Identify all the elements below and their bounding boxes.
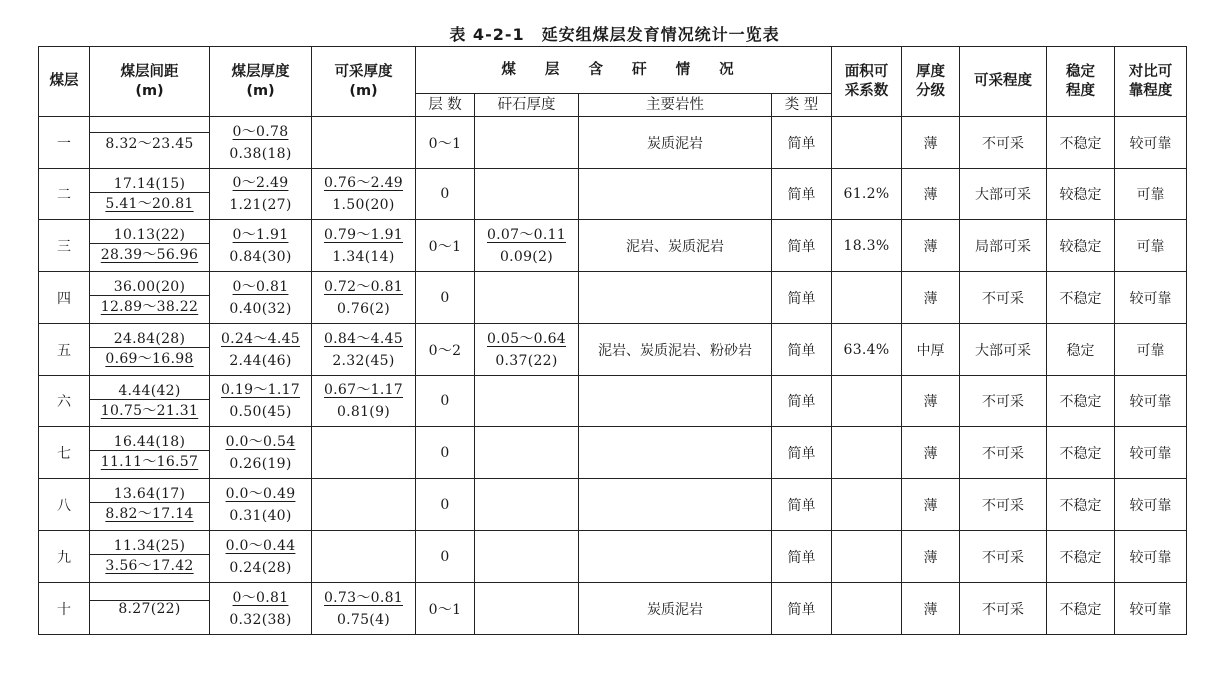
table-row: [39, 583, 1187, 635]
parting-thickness-cell: [475, 531, 579, 583]
mineable-thickness-average: 1.50(20): [332, 197, 395, 213]
spacing-average: 24.84(28): [90, 331, 209, 348]
mineable-thickness-range: 0.73～0.81: [323, 589, 404, 606]
thickness-cell: [210, 479, 312, 531]
parting-layers: 0～2: [416, 324, 475, 376]
thickness-cell: [210, 376, 312, 427]
mineable-cell: [312, 531, 416, 583]
parting-thickness: [475, 328, 578, 372]
reliability: 较可靠: [1115, 376, 1187, 427]
spacing-range: 5.41～20.81: [105, 195, 194, 212]
area-coefficient: 63.4%: [832, 324, 902, 376]
mineable-thickness-average: 0.75(4): [336, 611, 391, 628]
mineable-thickness-average: 0.81(9): [336, 404, 391, 420]
reliability: 较可靠: [1115, 531, 1187, 583]
mineable-cell: [312, 272, 416, 324]
spacing-average: 11.34(25): [90, 538, 209, 555]
header-reliability: 对比可 靠程度: [1115, 47, 1187, 117]
thickness-average: 0.84(30): [229, 248, 292, 265]
thickness: [210, 224, 311, 268]
parting-type: 简单: [772, 324, 832, 376]
spacing-range: 0.69～16.98: [105, 351, 194, 367]
mineable-cell: [312, 169, 416, 220]
parting-thickness-cell: [475, 324, 579, 376]
lithology: 泥岩、炭质泥岩: [579, 220, 772, 272]
mineable-thickness-average: 2.32(45): [332, 352, 395, 369]
header-parting-group: 煤 层 含 矸 情 况: [416, 47, 832, 94]
parting-type: 简单: [772, 117, 832, 169]
parting-type: 简单: [772, 479, 832, 531]
thickness-cell: [210, 117, 312, 169]
table-row: [39, 220, 1187, 272]
header-mineable-thickness: 可采厚度 (m): [312, 47, 416, 117]
thickness-cell: [210, 220, 312, 272]
header-thick-class: 厚度 分级: [902, 47, 960, 117]
area-coefficient: [832, 531, 902, 583]
thickness-class: 薄: [902, 272, 960, 324]
thickness-average: 0.31(40): [229, 507, 292, 524]
area-coefficient: [832, 479, 902, 531]
parting-thickness-cell: [475, 169, 579, 220]
thickness-class: 薄: [902, 427, 960, 479]
header-thickness: 煤层厚度 (m): [210, 47, 312, 117]
parting-thickness-cell: [475, 117, 579, 169]
seam-name: 五: [39, 324, 90, 376]
header-type: 类 型: [772, 94, 832, 117]
mineable-cell: [312, 220, 416, 272]
spacing-range: 11.11～16.57: [100, 454, 199, 470]
parting-thickness-average: 0.09(2): [499, 248, 554, 265]
lithology: 炭质泥岩: [579, 117, 772, 169]
seam-name: 一: [39, 117, 90, 169]
mineable-thickness: [312, 379, 415, 423]
parting-layers: 0～1: [416, 583, 475, 635]
table-row: [39, 531, 1187, 583]
stability: 不稳定: [1047, 479, 1115, 531]
thickness: [210, 483, 311, 527]
area-coefficient: 61.2%: [832, 169, 902, 220]
lithology: [579, 427, 772, 479]
spacing-average: 4.44(42): [90, 383, 209, 400]
parting-layers: 0: [416, 427, 475, 479]
spacing-average: 17.14(15): [90, 176, 209, 193]
spacing-average: 10.13(22): [90, 227, 209, 244]
spacing-cell: [90, 427, 210, 479]
table-row: [39, 479, 1187, 531]
thickness-class: 薄: [902, 220, 960, 272]
thickness-average: 0.26(19): [229, 455, 292, 472]
spacing-average: 16.44(18): [90, 434, 209, 451]
parting-thickness: [475, 224, 578, 268]
thickness-average: 0.50(45): [229, 404, 292, 420]
stability: 不稳定: [1047, 376, 1115, 427]
thickness-range: 0.0～0.49: [225, 485, 296, 502]
seam-name: 三: [39, 220, 90, 272]
mineability: 不可采: [960, 117, 1047, 169]
parting-layers: 0: [416, 272, 475, 324]
parting-thickness-cell: [475, 583, 579, 635]
spacing-cell: [90, 169, 210, 220]
table-row: [39, 324, 1187, 376]
thickness-class: 薄: [902, 583, 960, 635]
parting-type: 简单: [772, 220, 832, 272]
mineability: 大部可采: [960, 324, 1047, 376]
parting-layers: 0: [416, 479, 475, 531]
thickness: [210, 172, 311, 216]
lithology: [579, 272, 772, 324]
area-coefficient: [832, 272, 902, 324]
thickness: [210, 587, 311, 631]
thickness-range: 0～0.81: [232, 589, 289, 606]
parting-thickness-cell: [475, 479, 579, 531]
mineability: 不可采: [960, 479, 1047, 531]
parting-thickness-cell: [475, 427, 579, 479]
header-stability: 稳定 程度: [1047, 47, 1115, 117]
spacing-range: 12.89～38.22: [100, 299, 199, 315]
mineable-thickness-range: 0.67～1.17: [323, 382, 404, 398]
parting-layers: 0: [416, 169, 475, 220]
stability: 不稳定: [1047, 531, 1115, 583]
spacing-average: 36.00(20): [90, 279, 209, 296]
spacing-range: 3.56～17.42: [105, 558, 194, 574]
mineability: 局部可采: [960, 220, 1047, 272]
thickness: [210, 121, 311, 165]
seam-name: 二: [39, 169, 90, 220]
mineability: 大部可采: [960, 169, 1047, 220]
stability: 不稳定: [1047, 272, 1115, 324]
thickness-range: 0.24～4.45: [220, 330, 301, 347]
thickness-range: 0～0.78: [232, 123, 289, 140]
area-coefficient: [832, 117, 902, 169]
thickness: [210, 431, 311, 475]
header-layers: 层 数: [416, 94, 475, 117]
stability: 不稳定: [1047, 117, 1115, 169]
header-area-coef: 面积可 采系数: [832, 47, 902, 117]
parting-thickness-average: 0.37(22): [495, 352, 558, 369]
mineability: 不可采: [960, 427, 1047, 479]
parting-layers: 0～1: [416, 117, 475, 169]
thickness: [210, 535, 311, 579]
thickness-range: 0～0.81: [232, 278, 289, 295]
thickness-class: 薄: [902, 117, 960, 169]
thickness-range: 0.0～0.54: [225, 433, 296, 450]
thickness: [210, 276, 311, 320]
lithology: [579, 169, 772, 220]
thickness-cell: [210, 531, 312, 583]
parting-layers: 0～1: [416, 220, 475, 272]
seam-name: 七: [39, 427, 90, 479]
thickness-class: 薄: [902, 376, 960, 427]
lithology: [579, 376, 772, 427]
mineable-thickness-range: 0.72～0.81: [323, 278, 404, 295]
spacing-range: 8.27(22): [118, 601, 181, 617]
reliability: 较可靠: [1115, 272, 1187, 324]
mineability: 不可采: [960, 531, 1047, 583]
thickness-range: 0.0～0.44: [225, 537, 296, 554]
parting-layers: 0: [416, 376, 475, 427]
seam-name: 四: [39, 272, 90, 324]
table-row: [39, 272, 1187, 324]
stability: 较稳定: [1047, 220, 1115, 272]
area-coefficient: [832, 427, 902, 479]
parting-thickness-cell: [475, 272, 579, 324]
lithology: 炭质泥岩: [579, 583, 772, 635]
mineable-thickness-average: 1.34(14): [332, 248, 395, 265]
mineable-cell: [312, 117, 416, 169]
mineable-thickness: [312, 587, 415, 631]
spacing-cell: [90, 117, 210, 169]
parting-thickness-cell: [475, 376, 579, 427]
thickness-range: 0.19～1.17: [220, 382, 301, 398]
mineable-thickness-average: 0.76(2): [336, 300, 391, 317]
area-coefficient: [832, 376, 902, 427]
reliability: 较可靠: [1115, 479, 1187, 531]
stability: 不稳定: [1047, 427, 1115, 479]
area-coefficient: [832, 583, 902, 635]
mineable-thickness: [312, 328, 415, 372]
mineable-cell: [312, 376, 416, 427]
spacing-cell: [90, 324, 210, 376]
spacing-cell: [90, 376, 210, 427]
stability: 稳定: [1047, 324, 1115, 376]
thickness-cell: [210, 324, 312, 376]
thickness-average: 0.32(38): [229, 611, 292, 628]
thickness-average: 1.21(27): [229, 197, 292, 213]
table-row: [39, 169, 1187, 220]
mineable-cell: [312, 324, 416, 376]
parting-type: 简单: [772, 427, 832, 479]
thickness-cell: [210, 427, 312, 479]
spacing-range: 28.39～56.96: [100, 247, 199, 263]
thickness-average: 0.38(18): [229, 145, 292, 162]
thickness-average: 0.24(28): [229, 559, 292, 576]
mineable-thickness-range: 0.84～4.45: [323, 330, 404, 347]
spacing-range: 8.82～17.14: [105, 506, 194, 522]
reliability: 可靠: [1115, 169, 1187, 220]
thickness-cell: [210, 169, 312, 220]
header-mineability: 可采程度: [960, 47, 1047, 117]
spacing-range: 8.32～23.45: [105, 136, 194, 152]
header-lithology: 主要岩性: [579, 94, 772, 117]
table-row: [39, 376, 1187, 427]
stability: 较稳定: [1047, 169, 1115, 220]
parting-type: 简单: [772, 169, 832, 220]
parting-type: 简单: [772, 531, 832, 583]
seam-name: 九: [39, 531, 90, 583]
spacing-cell: [90, 583, 210, 635]
spacing-cell: [90, 479, 210, 531]
spacing-cell: [90, 272, 210, 324]
lithology: 泥岩、炭质泥岩、粉砂岩: [579, 324, 772, 376]
thickness-average: 0.40(32): [229, 300, 292, 317]
lithology: [579, 479, 772, 531]
seam-name: 六: [39, 376, 90, 427]
thickness-average: 2.44(46): [229, 352, 292, 369]
spacing-range: 10.75～21.31: [100, 402, 199, 419]
coal-seam-table: [38, 46, 1187, 635]
parting-thickness-cell: [475, 220, 579, 272]
thickness-class: 中厚: [902, 324, 960, 376]
parting-type: 简单: [772, 272, 832, 324]
thickness-class: 薄: [902, 169, 960, 220]
parting-type: 简单: [772, 376, 832, 427]
stability: 不稳定: [1047, 583, 1115, 635]
mineable-cell: [312, 479, 416, 531]
mineable-thickness: [312, 276, 415, 320]
thickness: [210, 328, 311, 372]
seam-name: 八: [39, 479, 90, 531]
parting-type: 简单: [772, 583, 832, 635]
mineable-thickness-range: 0.79～1.91: [323, 226, 404, 243]
reliability: 较可靠: [1115, 583, 1187, 635]
mineable-thickness: [312, 224, 415, 268]
parting-thickness-range: 0.05～0.64: [486, 330, 567, 347]
thickness-class: 薄: [902, 479, 960, 531]
spacing-average: 13.64(17): [90, 486, 209, 503]
thickness-range: 0～2.49: [232, 175, 289, 191]
reliability: 可靠: [1115, 324, 1187, 376]
table-title: 表 4-2-1 延安组煤层发育情况统计一览表: [449, 25, 780, 44]
thickness-class: 薄: [902, 531, 960, 583]
mineability: 不可采: [960, 376, 1047, 427]
lithology: [579, 531, 772, 583]
mineable-thickness-range: 0.76～2.49: [323, 175, 404, 191]
mineable-cell: [312, 583, 416, 635]
mineability: 不可采: [960, 272, 1047, 324]
header-parting-thickness: 矸石厚度: [475, 94, 579, 117]
thickness-cell: [210, 272, 312, 324]
thickness-range: 0～1.91: [232, 226, 289, 243]
header-spacing: 煤层间距 (m): [90, 47, 210, 117]
reliability: 较可靠: [1115, 117, 1187, 169]
parting-layers: 0: [416, 531, 475, 583]
table-row: [39, 117, 1187, 169]
spacing-cell: [90, 531, 210, 583]
mineable-thickness: [312, 172, 415, 216]
parting-thickness-range: 0.07～0.11: [486, 226, 567, 243]
mineability: 不可采: [960, 583, 1047, 635]
seam-name: 十: [39, 583, 90, 635]
thickness-cell: [210, 583, 312, 635]
table-row: [39, 427, 1187, 479]
spacing-cell: [90, 220, 210, 272]
area-coefficient: 18.3%: [832, 220, 902, 272]
reliability: 较可靠: [1115, 427, 1187, 479]
reliability: 可靠: [1115, 220, 1187, 272]
header-seam: 煤层: [39, 47, 90, 117]
mineable-cell: [312, 427, 416, 479]
thickness: [210, 379, 311, 423]
